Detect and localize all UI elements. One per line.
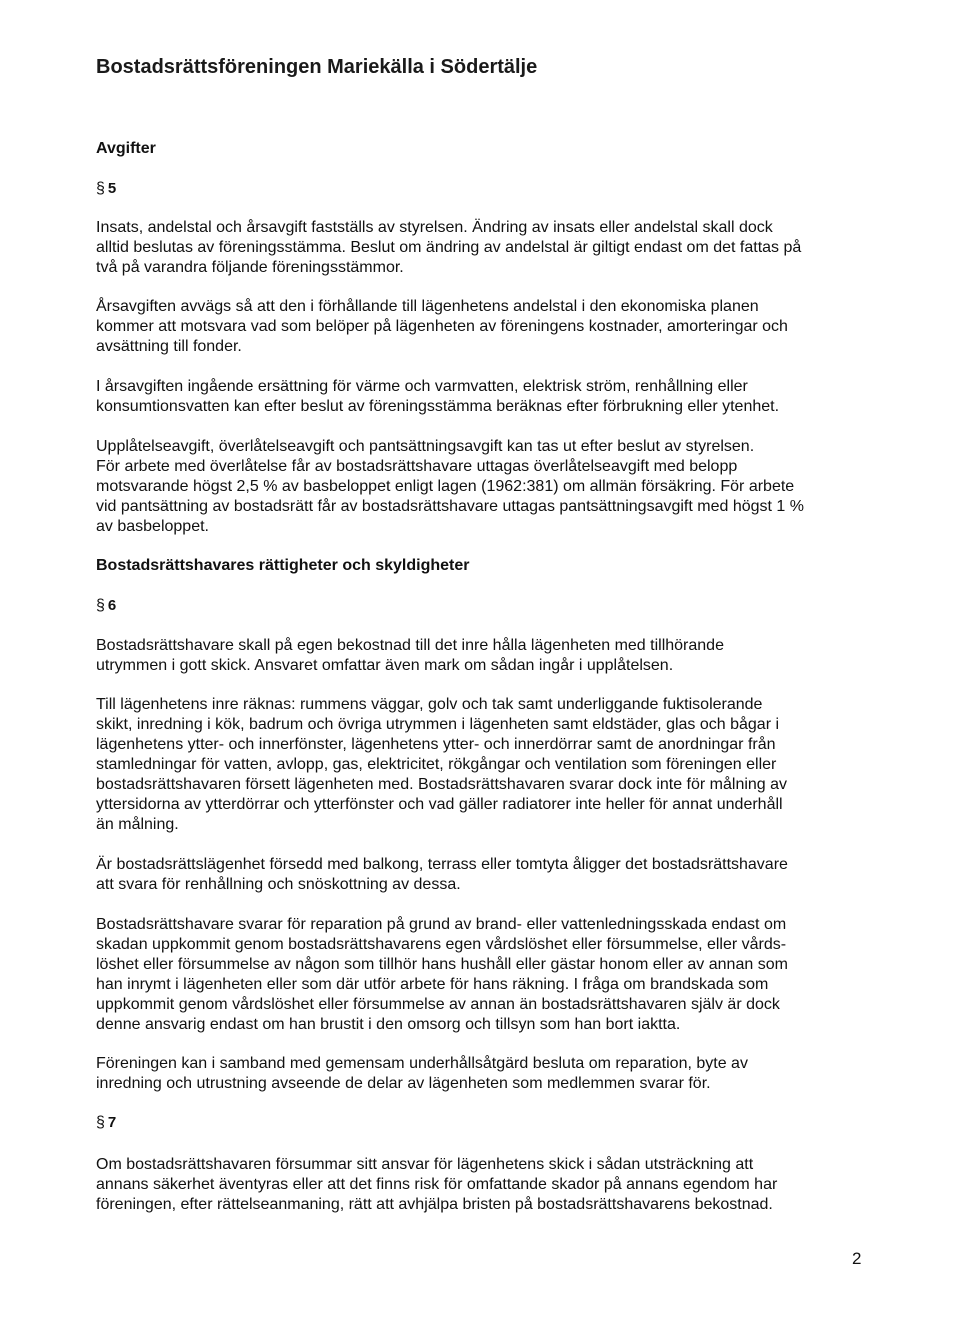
text-line: att svara för renhållning och snöskottning av dessa.	[96, 876, 461, 893]
organization-title: Bostadsrättsföreningen Mariekälla i Södertälje	[96, 56, 538, 78]
text-line: Till lägenhetens inre räknas: rummens väggar, golv och tak samt underliggande fuktisolerande	[96, 696, 763, 713]
section-sign: §	[96, 1114, 105, 1131]
text-line: Insats, andelstal och årsavgift fastställs av styrelsen. Ändring av insats eller andelstal skall dock	[96, 219, 773, 236]
text-line: Föreningen kan i samband med gemensam underhållsåtgärd besluta om reparation, byte av	[96, 1055, 748, 1072]
paragraph-balkong	[96, 855, 856, 895]
paragraph-brandskada	[96, 915, 856, 1035]
paragraph-mark-6	[96, 597, 116, 615]
text-line: avsättning till fonder.	[96, 338, 242, 355]
paragraph-arsavgift	[96, 297, 856, 357]
paragraph-inre-skick	[96, 636, 856, 676]
paragraph-underhallsatgard	[96, 1054, 856, 1094]
text-line: För arbete med överlåtelse får av bostadsrättshavare uttagas överlåtelseavgift med belopp	[96, 458, 738, 475]
paragraph-number: 7	[107, 1114, 117, 1131]
text-line: vid pantsättning av bostadsrätt får av bostadsrättshavare uttagas pantsättningsavgift med högst 1 %	[96, 498, 804, 515]
section-sign: §	[96, 180, 105, 197]
paragraph-mark-5	[96, 180, 116, 198]
section-sign: §	[96, 597, 105, 614]
text-line: han inrymt i lägenheten eller som där utför arbete för hans räkning. I fråga om brandskada som	[96, 976, 769, 993]
text-line: än målning.	[96, 816, 179, 833]
text-line: två på varandra följande föreningsstämmor.	[96, 259, 404, 276]
text-line: föreningen, efter rättelseanmaning, rätt att avhjälpa bristen på bostadsrättshavarens bekostnad.	[96, 1196, 773, 1213]
text-line: denne ansvarig endast om han brustit i den omsorg och tillsyn som han bort iaktta.	[96, 1016, 681, 1033]
paragraph-lagenhetens-inre	[96, 695, 856, 835]
text-line: utrymmen i gott skick. Ansvaret omfattar även mark om sådan ingår i upplåtelsen.	[96, 657, 674, 674]
section-heading-avgifter: Avgifter	[96, 140, 156, 157]
paragraph-number: 5	[107, 180, 117, 197]
paragraph-upplatelseavgift	[96, 437, 856, 537]
section-heading-rattigheter: Bostadsrättshavares rättigheter och skyldigheter	[96, 557, 470, 574]
text-line: bostadsrättshavaren försett lägenheten med. Bostadsrättshavaren svarar dock inte för målning av	[96, 776, 788, 793]
text-line: alltid beslutas av föreningsstämma. Beslut om ändring av andelstal är giltigt endast om det fattas på	[96, 239, 802, 256]
text-line: Upplåtelseavgift, överlåtelseavgift och pantsättningsavgift kan tas ut efter beslut av styrelsen.	[96, 438, 755, 455]
text-line: Bostadsrättshavare svarar för reparation på grund av brand- eller vattenledningsskada endast om	[96, 916, 787, 933]
text-line: yttersidorna av ytterdörrar och ytterfönster och vad gäller radiatorer inte heller för annat underhåll	[96, 796, 783, 813]
text-line: inredning och utrustning avseende de delar av lägenheten som medlemmen svarar för.	[96, 1075, 711, 1092]
text-line: skikt, inredning i kök, badrum och övriga utrymmen i lägenheten samt eldstäder, glas och bågar i	[96, 716, 780, 733]
text-line: annans säkerhet äventyras eller att det finns risk för omfattande skador på annans egendom har	[96, 1176, 778, 1193]
text-line: skadan uppkommit genom bostadsrättshavarens egen vårdslöshet eller försummelse, eller vårds-	[96, 936, 787, 953]
text-line: Bostadsrättshavare skall på egen bekostnad till det inre hålla lägenheten med tillhörande	[96, 637, 724, 654]
text-line: Årsavgiften avvägs så att den i förhållande till lägenhetens andelstal i den ekonomiska planen	[96, 298, 759, 315]
text-line: lägenhetens ytter- och innerfönster, lägenhetens ytter- och innerdörrar samt de anordningar från	[96, 736, 776, 753]
paragraph-mark-7	[96, 1114, 116, 1132]
text-line: konsumtionsvatten kan efter beslut av föreningsstämma beräknas efter förbrukning eller ytenhet.	[96, 398, 780, 415]
text-line: av basbeloppet.	[96, 518, 209, 535]
text-line: Om bostadsrättshavaren försummar sitt ansvar för lägenhetens skick i sådan utsträckning att	[96, 1156, 754, 1173]
page-number: 2	[852, 1249, 862, 1268]
text-line: uppkommit genom vårdslöshet eller försummelse av annan än bostadsrättshavaren själv är dock	[96, 996, 780, 1013]
text-line: stamledningar för vatten, avlopp, gas, elektricitet, rökgångar och ventilation som föreningen eller	[96, 756, 777, 773]
text-line: motsvarande högst 2,5 % av basbeloppet enligt lagen (1962:381) om allmän försäkring. För arbete	[96, 478, 795, 495]
paragraph-insats	[96, 218, 856, 278]
paragraph-ersattning	[96, 377, 856, 417]
text-line: kommer att motsvara vad som belöper på lägenheten av föreningens kostnader, amorteringar och	[96, 318, 788, 335]
paragraph-forsummelse	[96, 1155, 856, 1215]
paragraph-number: 6	[107, 597, 117, 614]
text-line: I årsavgiften ingående ersättning för värme och varmvatten, elektrisk ström, renhållning eller	[96, 378, 748, 395]
text-line: Är bostadsrättslägenhet försedd med balkong, terrass eller tomtyta åligger det bostadsrättshavare	[96, 856, 788, 873]
text-line: löshet eller försummelse av någon som tillhör hans hushåll eller gästar honom eller av annan som	[96, 956, 788, 973]
